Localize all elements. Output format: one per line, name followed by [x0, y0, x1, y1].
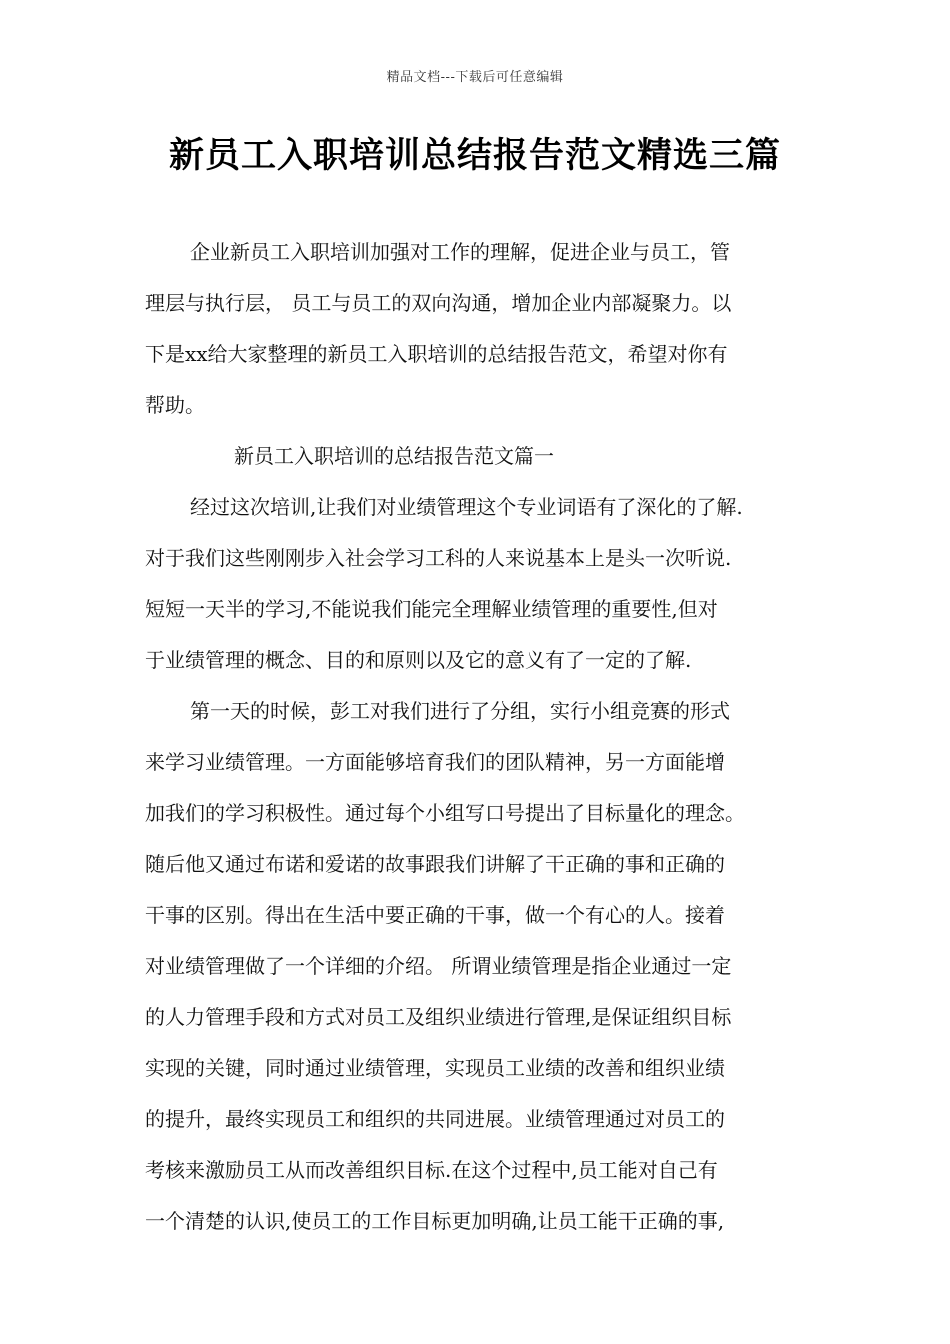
text-line: 干事的区别。得出在生活中要正确的干事，做一个有心的人。接着	[145, 903, 725, 927]
text-line: 来学习业绩管理。一方面能够培育我们的团队精神，另一方面能增	[145, 750, 725, 774]
header-note: 精品文档---下载后可任意编辑	[386, 70, 564, 85]
text-line: 的人力管理手段和方式对员工及组织业绩进行管理,是保证组织目标	[145, 1005, 732, 1029]
document-body	[145, 233, 815, 1253]
text-line: 经过这次培训,让我们对业绩管理这个专业词语有了深化的了解.	[190, 495, 743, 519]
text-line: 企业新员工入职培训加强对工作的理解，促进企业与员工，管	[190, 240, 730, 264]
text-line: 实现的关键，同时通过业绩管理，实现员工业绩的改善和组织业绩	[145, 1056, 725, 1080]
text-line: 一个清楚的认识,使员工的工作目标更加明确,让员工能干正确的事,	[145, 1209, 725, 1233]
text-line: 下是xx给大家整理的新员工入职培训的总结报告范文，希望对你有	[145, 342, 728, 366]
text-line: 于业绩管理的概念、目的和原则以及它的意义有了一定的了解.	[145, 648, 692, 672]
text-line: 考核来激励员工从而改善组织目标.在这个过程中,员工能对自己有	[145, 1158, 718, 1182]
text-line: 对于我们这些刚刚步入社会学习工科的人来说基本上是头一次听说.	[145, 546, 732, 570]
text-line: 帮助。	[145, 393, 205, 417]
text-line: 短短一天半的学习,不能说我们能完全理解业绩管理的重要性,但对	[145, 597, 718, 621]
section-heading: 新员工入职培训的总结报告范文篇一	[234, 444, 554, 468]
text-line: 第一天的时候，彭工对我们进行了分组，实行小组竞赛的形式	[190, 699, 730, 723]
text-line: 加我们的学习积极性。通过每个小组写口号提出了目标量化的理念。	[145, 801, 745, 825]
text-line: 理层与执行层， 员工与员工的双向沟通，增加企业内部凝聚力。以	[145, 291, 732, 315]
document-title: 新员工入职培训总结报告范文精选三篇	[168, 135, 781, 176]
text-line: 对业绩管理做了一个详细的介绍。 所谓业绩管理是指企业通过一定	[145, 954, 732, 978]
text-line: 随后他又通过布诺和爱诺的故事跟我们讲解了干正确的事和正确的	[145, 852, 725, 876]
text-line: 的提升，最终实现员工和组织的共同进展。业绩管理通过对员工的	[145, 1107, 725, 1131]
